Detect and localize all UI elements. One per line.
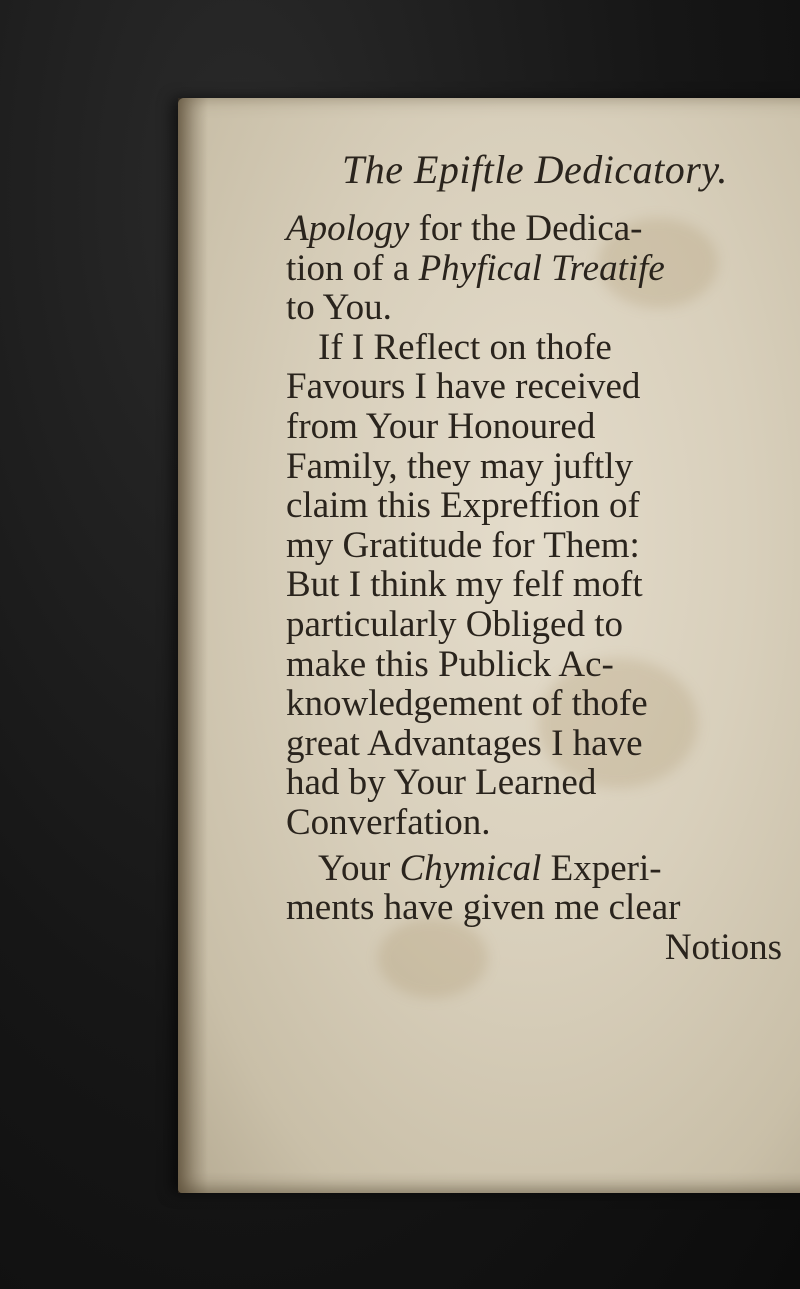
- italic-word: Chymical: [399, 847, 542, 889]
- text-line: Family, they may juftly: [286, 445, 634, 487]
- text-line: to You.: [286, 287, 392, 329]
- text-line: Converfation.: [286, 801, 491, 843]
- text-line: [286, 849, 786, 889]
- gutter-shadow: [178, 98, 208, 1193]
- text-line: my Gratitude for Them:: [286, 524, 640, 566]
- text-line: particularly Obliged to: [286, 603, 624, 645]
- text-span: Your: [318, 847, 400, 889]
- italic-word: Phyfical Treatife: [418, 247, 665, 289]
- text-line: If I Reflect on thofe: [318, 326, 612, 368]
- text-line: ments have given me clear: [286, 887, 681, 929]
- book-page: [178, 98, 800, 1193]
- text-line: knowledgement of thofe: [286, 683, 648, 725]
- text-span: tion of a: [286, 247, 419, 289]
- text-line: from Your Honoured: [286, 405, 596, 447]
- text-line: claim this Expreffion of: [286, 485, 640, 527]
- text-span: Experi-: [541, 847, 662, 889]
- page-text: [286, 146, 786, 967]
- text-span: for the Dedica-: [409, 208, 643, 249]
- running-head: The Epiftle Dedicatory.: [342, 147, 728, 192]
- italic-word: Apology: [286, 208, 410, 249]
- text-line: had by Your Learned: [286, 762, 597, 804]
- text-line: [286, 249, 786, 289]
- text-line: make this Publick Ac-: [286, 643, 614, 685]
- text-line: [286, 209, 786, 249]
- text-line: Favours I have received: [286, 366, 641, 408]
- catchword: Notions: [664, 926, 782, 968]
- text-line: great Advantages I have: [286, 722, 643, 764]
- text-line: But I think my felf moft: [286, 564, 643, 606]
